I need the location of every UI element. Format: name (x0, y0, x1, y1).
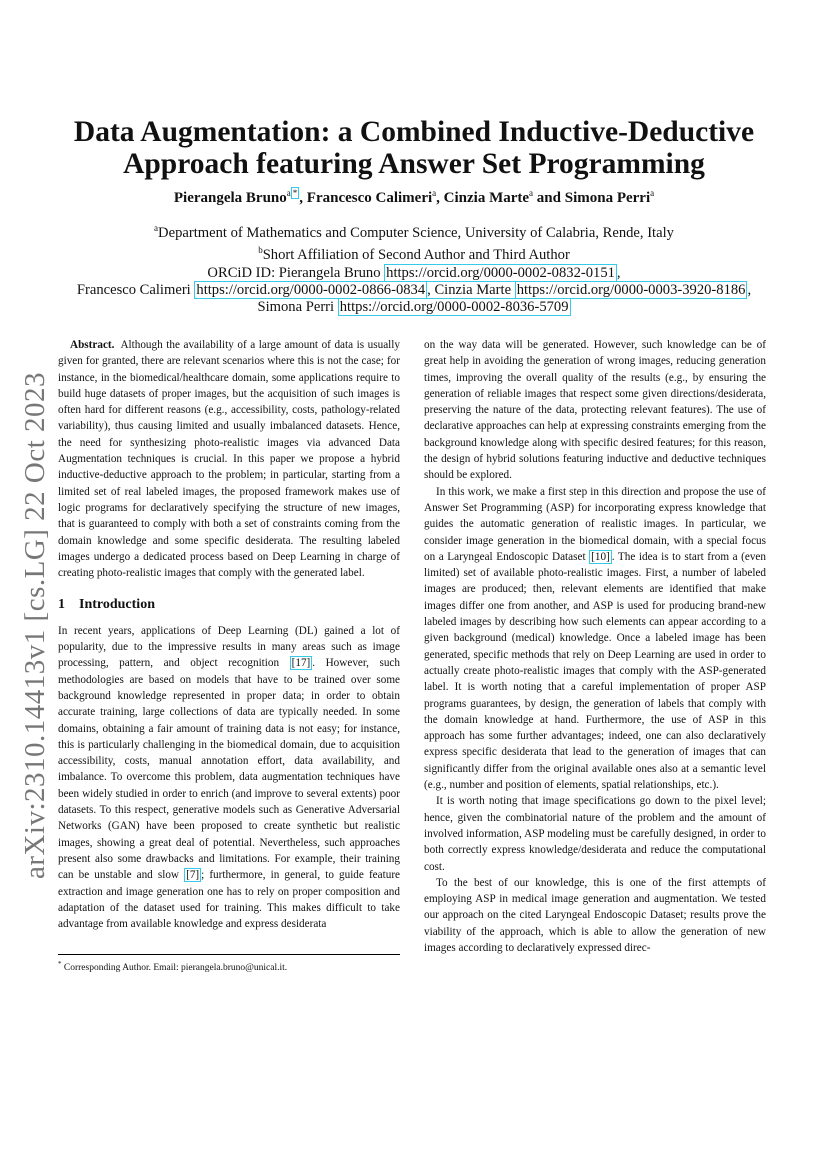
affiliations-block (40, 220, 788, 317)
section-title: Introduction (79, 597, 155, 613)
affiliation-b (40, 242, 788, 264)
intro-paragraph-3: It is worth noting that image specifications go down to the pixel level; hence, given the combinatorial nature of the problem and the amount of involved information, ASP modeling must be carefully designed, in order to both correctly express knowledge/desiderata and reduce the computational cost. (424, 795, 766, 873)
paragraph-text: ; furthermore, in general, to guide feature extraction and image generation one has to rely on proper composition and adaptation of the dataset used for training. This makes difficult to take advantage from available knowledge and express desiderata (58, 869, 401, 931)
footnote-text: Corresponding Author. Email: pierangela.bruno@unical.it. (61, 963, 288, 974)
orcid-link-marte[interactable]: https://orcid.org/0000-0003-3920-8186 (516, 281, 746, 298)
orcid-line-1 (40, 265, 788, 282)
orcid-author-name: Francesco Calimeri (76, 281, 195, 298)
abstract-text: Although the availability of a large amount of data is usually given for granted, there are relevant scenarios where this is not the case; for instance, in the biomedical/healthcare domain, some applications require to build huge datasets of proper images, but the acquisition of such images is often hard for different reasons (e.g., accessibility, costs, pathology-related variability), thus causing limited and usually imbalanced datasets. Hence, the need for synthesizing photo-realistic images via advanced Data Augmentation techniques is crucial. In this paper we propose a hybrid inductive-deductive approach to the problem; in particular, starting from a limited set of real labeled images, the proposed framework makes use of logic programs for declaratively specifying the structure of new images, that is guaranteed to comply with both a set of constraints coming from the domain knowledge and some specific desiderata. The resulting labeled images undergo a dedicated process based on Deep Learning in charge of creating photo-realistic images that comply with the generated label. (58, 339, 400, 580)
arxiv-identifier-stamp (16, 365, 56, 885)
author-name: Francesco Calimeri (306, 190, 433, 206)
paragraph-text: In recent years, applications of Deep Learning (DL) gained a lot of popularity, due to the impressive results in many areas such as image processing, pattern, and object recognition (58, 624, 400, 670)
author-separator: , (436, 190, 444, 206)
abstract-label: Abstract. (70, 339, 115, 351)
author-separator: , (299, 190, 307, 206)
corresponding-author-footnote-link[interactable]: * (292, 188, 298, 198)
orcid-author-name: , Cinzia Marte (427, 281, 515, 298)
paper-title (60, 116, 768, 180)
affiliation-a (40, 220, 788, 242)
orcid-link-bruno[interactable]: https://orcid.org/0000-0002-0832-0151 (386, 264, 615, 281)
footnote (58, 958, 400, 975)
intro-paragraph-4: To the best of our knowledge, this is one of the first attempts of employing ASP in medical image generation and augmentation. We tested our approach on the cited Laryngeal Endoscopic Dataset; results prove the viability of the approach, which is able to allow the generation of new images according to declaratively expressed direc- (424, 876, 766, 954)
punctuation: , (747, 281, 752, 298)
affiliation-mark: b (258, 245, 263, 256)
citation-link[interactable]: [17] (291, 657, 311, 670)
author-affil-mark: a (432, 188, 437, 198)
orcid-link-calimeri[interactable]: https://orcid.org/0000-0002-0866-0834 (196, 281, 426, 298)
author-affil-mark: a (286, 188, 291, 198)
footnote-divider (58, 954, 400, 955)
author-affil-mark: a (650, 188, 655, 198)
paragraph-text: In this work, we make a first step in this direction and propose the use of Answer Set Programming (ASP) for incorporating express knowledge that guides the automatic generation of realistic images. In particular, we consider image generation in the biomedical domain, with a special focus on a Laryngeal Endoscopic Dataset (424, 485, 766, 563)
section-number: 1 (58, 597, 65, 613)
orcid-author-name: Simona Perri (257, 299, 338, 316)
affiliation-text: Department of Mathematics and Computer Science, University of Calabria, Rende, Italy (158, 224, 674, 241)
orcid-line-2 (40, 282, 788, 299)
intro-paragraph-2 (424, 484, 766, 794)
affiliation-text: Short Affiliation of Second Author and Third Author (262, 247, 570, 264)
author-name: Simona Perri (564, 190, 651, 206)
paragraph-text: . However, such methodologies are based on models that have to be trained over some background knowledge represented in proper data; in order to obtain accurate training, large collections of data are typically needed. In some domains, obtaining a fair amount of training data is not easy; for instance, this is particularly challenging in the biomedical domain, due to acquisition accessibility, costs, manual annotation effort, data availability, and imbalance. To overcome this problem, data augmentation techniques have been widely studied in order to enrich (and improve to several extents) poor datasets. To this respect, generative models such as Generative Adversarial Networks (GAN) have been proposed to create synthetic but realistic images, showing a great deal of potential. Nevertheless, such approaches present also some drawbacks and limitations. For example, their training can be unstable and slow (58, 657, 400, 882)
title-line-1: Data Augmentation: a Combined Inductive-Deductive (73, 116, 755, 148)
author-affil-mark: a (529, 188, 534, 198)
paragraph-text: . The idea is to start from a (even limited) set of available photo-realistic images. First, a number of labeled images are produced; then, relevant elements are identified that make images differ one from another, and ASP is used for producing brand-new labeled images by describing how such elements can appear according to a given background (medical) knowledge. Once a labeled image has been generated, specific methods that rely on Deep Learning are used in order to actually create photo-realistic images that comply with the ASP-generated label. It is worth noting that a careful implementation of proper ASP programs guarantees, by design, the generation of labels that comply with the domain knowledge at hand. Furthermore, the use of ASP in this approach has some further advantages; indeed, one can also declaratively express specific desiderata that lead to the generation of images that can significantly differ from the original available ones also at a semantic level (e.g., number and position of elements, spatial relationships, etc.). (424, 550, 766, 792)
orcid-line-3 (40, 299, 788, 316)
right-column (424, 337, 766, 956)
orcid-link-perri[interactable]: https://orcid.org/0000-0002-8036-5709 (339, 299, 569, 316)
author-name: Cinzia Marte (443, 190, 530, 206)
title-line-2: Approach featuring Answer Set Programming (123, 148, 705, 180)
author-separator: and (533, 190, 565, 206)
intro-paragraph-1 (58, 623, 400, 933)
section-heading (58, 597, 400, 613)
footnote-mark: * (58, 960, 62, 968)
author-list (60, 188, 768, 207)
affiliation-mark: a (154, 223, 159, 233)
citation-link[interactable]: [10] (591, 550, 610, 563)
left-column (58, 337, 400, 932)
abstract (58, 337, 400, 581)
arxiv-id-text: arXiv:2310.14413v1 [cs.LG] 22 Oct 2023 (19, 371, 52, 879)
intro-paragraph-continued: on the way data will be generated. However, such knowledge can be of great help in avoiding the generation of wrong images, reducing generation times, improving the overall quality of the results (e.g., by ensuring the generation of reliable images that respect some given directions/desiderata, preserving the nature of the data, protecting relevant features). The use of declarative approaches can help at expressing constraints emerging from the background knowledge along with specific desired features; for this reason, the design of hybrid solutions featuring inductive and deductive techniques should be explored. (424, 339, 766, 482)
author-name: Pierangela Bruno (173, 190, 287, 206)
punctuation: , (616, 264, 621, 281)
citation-link[interactable]: [7] (186, 869, 200, 882)
orcid-label: ORCiD ID: Pierangela Bruno (207, 264, 385, 281)
